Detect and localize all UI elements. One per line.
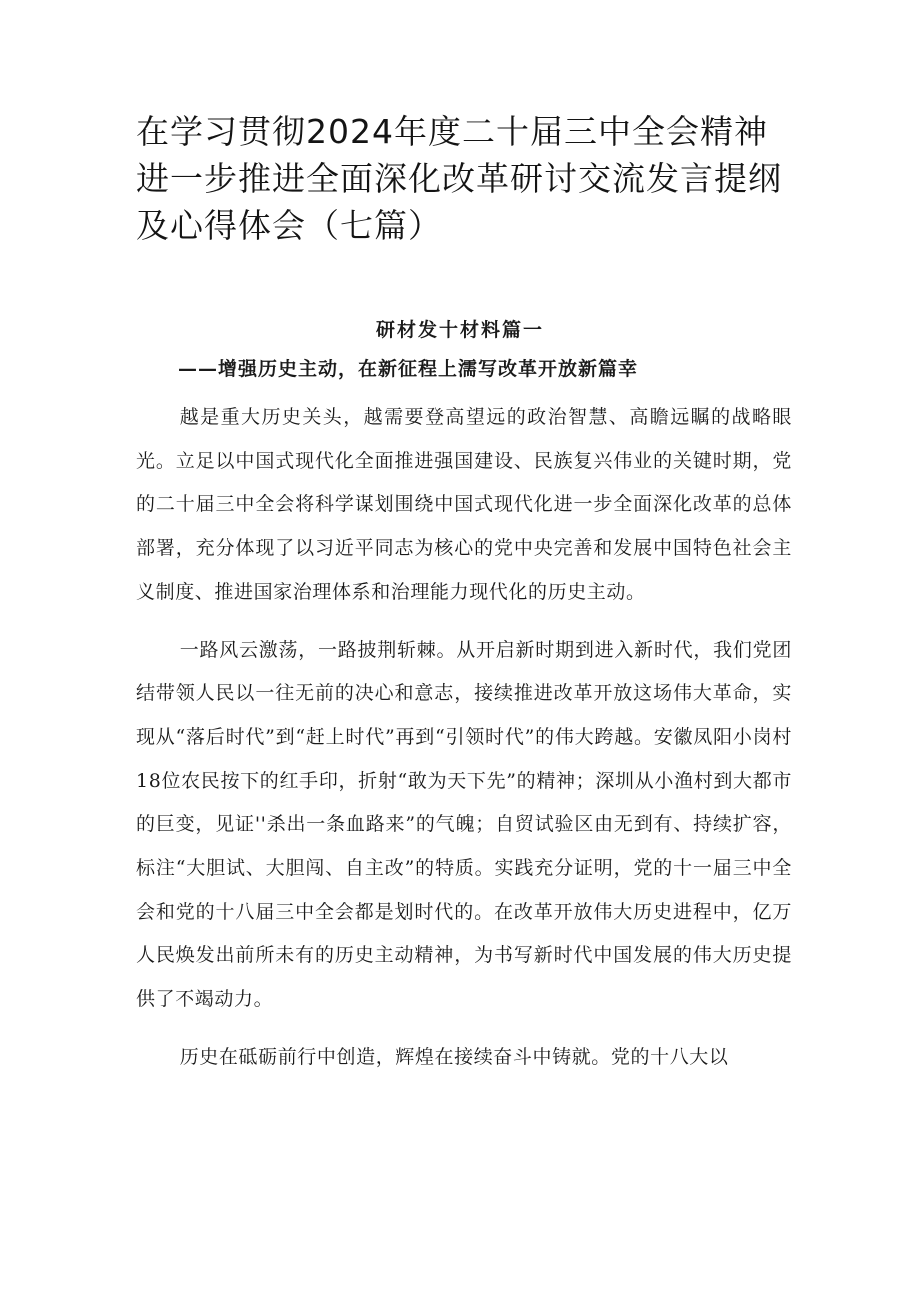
document-body [136,396,792,1080]
document-title: 在学习贯彻2024年度二十届三中全会精神进一步推进全面深化改革研讨交流发言提纲及心得体会（七篇） [136,112,782,245]
section-subtitle: ——增强历史主动，在新征程上濡写改革开放新篇幸 [178,358,639,380]
paragraph: 越是重大历史关头，越需要登高望远的政治智慧、高瞻远瞩的战略眼光。立足以中国式现代化全面推进强国建设、民族复兴伟业的关键时期，党的二十届三中全会将科学谋划围绕中国式现代化进一步全面深化改革的总体部署，充分体现了以习近平同志为核心的党中央完善和发展中国特色社会主义制度、推进国家治理体系和治理能力现代化的历史主动。 [136,406,792,603]
paragraph: 一路风云激荡，一路披荆斩棘。从开启新时期到进入新时代，我们党团结带领人民以一往无前的决心和意志，接续推进改革开放这场伟大革命，实现从“落后时代”到“赶上时代”再到“引领时代”的伟大跨越。安徽凤阳小岗村18位农民按下的红手印，折射“敢为天下先”的精神；深圳从小渔村到大都市的巨变，见证''杀出一条血路来”的气魄；自贸试验区由无到有、持续扩容，标注“大胆试、大胆闯、自主改”的特质。实践充分证明，党的十一届三中全会和党的十八届三中全会都是划时代的。在改革开放伟大历史进程中，亿万人民焕发出前所未有的历史主动精神，为书写新时代中国发展的伟大历史提供了不竭动力。 [136,638,792,1011]
section-title: 研材发十材料篇一 [375,319,544,341]
paragraph: 历史在砥砺前行中创造，辉煌在接续奋斗中铸就。党的十八大以 [179,1045,729,1068]
